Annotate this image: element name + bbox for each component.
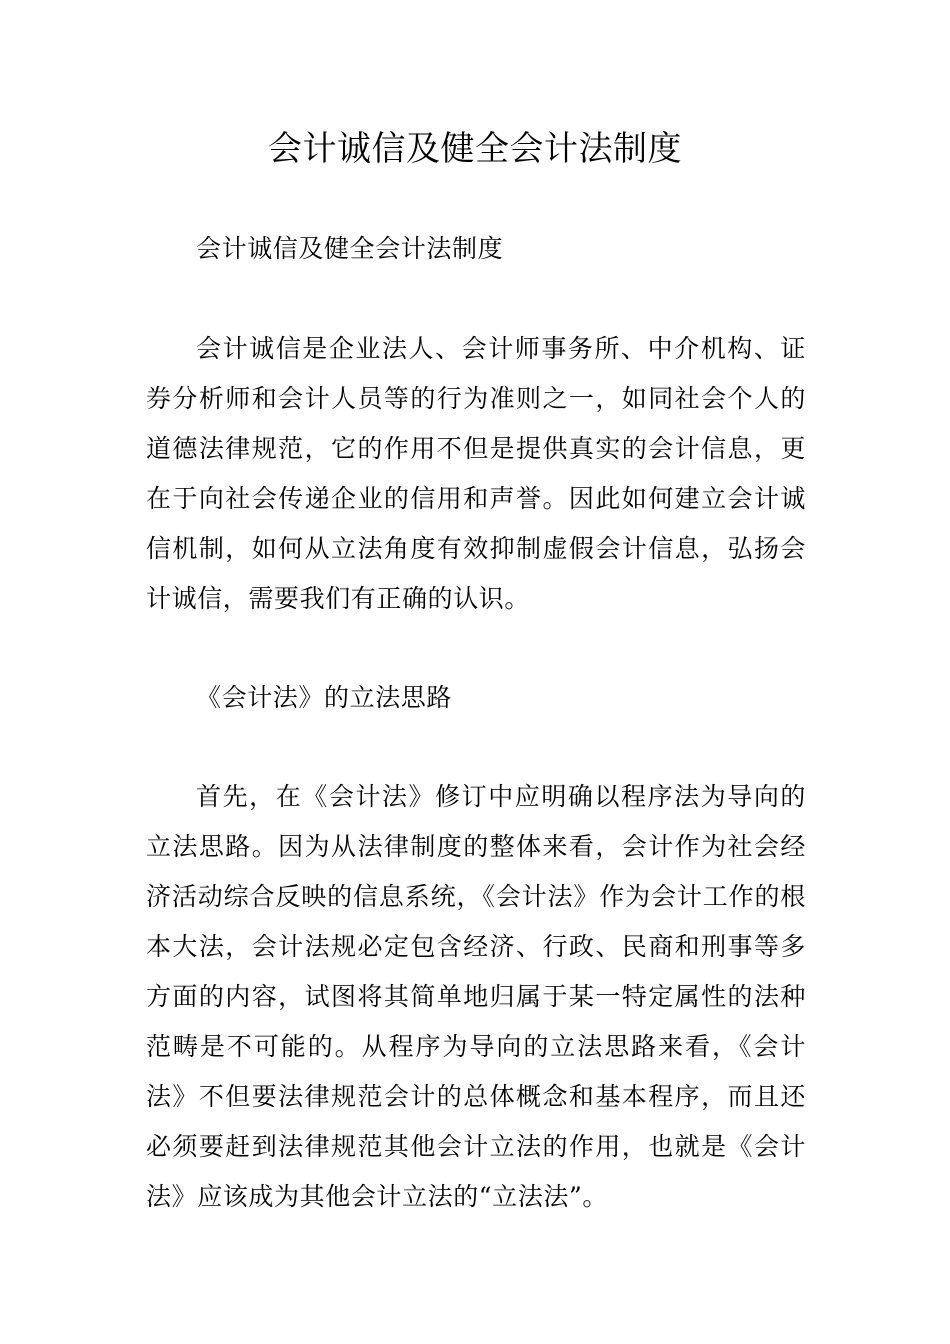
subtitle-paragraph: 会计诚信及健全会计法制度	[196, 234, 504, 263]
body-paragraph: 首先，在《会计法》修订中应明确以程序法为导向的立法思路。因为从法律制度的整体来看，会计作为社会经济活动综合反映的信息系统，《会计法》作为会计工作的根本大法，会计法规必定包含经济、行政、民商和刑事等多方面的内容，试图将其简单地归属于某一特定属性的法种范畴是不可能的。从程序为导向的立法思路来看，《会计法》不但要法律规范会计的总体概念和基本程序，而且还必须要赶到法律规范其他会计立法的作用，也就是《会计法》应该成为其他会计立法的“立法法”。	[146, 782, 806, 1211]
section-heading: 《会计法》的立法思路	[196, 683, 453, 712]
document-title: 会计诚信及健全会计法制度	[268, 129, 682, 169]
intro-paragraph: 会计诚信是企业法人、会计师事务所、中介机构、证券分析师和会计人员等的行为准则之一，如同社会个人的道德法律规范，它的作用不但是提供真实的会计信息，更在于向社会传递企业的信用和声誉。因此如何建立会计诚信机制，如何从立法角度有效抑制虚假会计信息，弘扬会计诚信，需要我们有正确的认识。	[146, 334, 806, 613]
